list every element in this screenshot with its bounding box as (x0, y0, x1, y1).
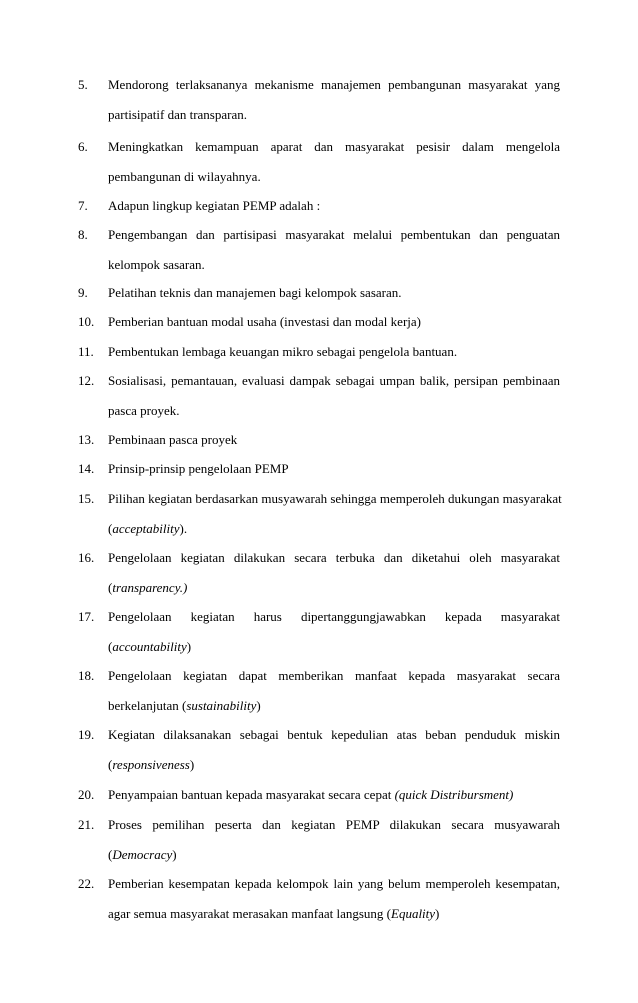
item-number: 15. (78, 491, 95, 506)
italic-term: accountability (112, 639, 187, 654)
list-item-17 (78, 602, 560, 662)
item-text-line: Pengelolaan kegiatan dilakukan secara terbuka dan diketahui oleh masyarakat (108, 550, 560, 565)
italic-term: sustainability (186, 698, 257, 713)
item-text-line: (Democracy) (108, 847, 177, 862)
italic-term: transparency.) (112, 580, 188, 595)
item-number: 22. (78, 876, 95, 891)
italic-term: Democracy (112, 847, 173, 862)
item-text-line: (accountability) (108, 639, 192, 654)
item-number: 12. (78, 373, 95, 388)
list-item-20 (78, 780, 560, 810)
item-text-line: (transparency.) (108, 580, 188, 595)
item-text-line: pembangunan di wilayahnya. (108, 169, 261, 184)
item-text-line: Kegiatan dilaksanakan sebagai bentuk kepedulian atas beban penduduk miskin (108, 727, 560, 742)
item-text-line: partisipatif dan transparan. (108, 107, 247, 122)
item-text-line: berkelanjutan (sustainability) (108, 698, 261, 713)
item-text-line: (responsiveness) (108, 757, 195, 772)
item-number: 16. (78, 550, 95, 565)
item-text-line: Pengembangan dan partisipasi masyarakat melalui pembentukan dan penguatan (108, 227, 560, 242)
item-text-line: Pemberian bantuan modal usaha (investasi dan modal kerja) (108, 314, 421, 329)
item-number: 11. (78, 344, 94, 359)
item-text-line: Penyampaian bantuan kepada masyarakat secara cepat (quick Distribursment) (108, 787, 514, 802)
list-item-14 (78, 454, 560, 484)
item-number: 5. (78, 77, 88, 92)
item-text-line: (acceptability). (108, 521, 188, 536)
list-item-9 (78, 278, 560, 308)
list-item-19 (78, 720, 560, 780)
item-text-line: Pengelolaan kegiatan harus dipertanggungjawabkan kepada masyarakat (108, 609, 560, 624)
item-text-line: Proses pemilihan peserta dan kegiatan PEMP dilakukan secara musyawarah (108, 817, 560, 832)
item-text-line: pasca proyek. (108, 403, 180, 418)
item-number: 17. (78, 609, 95, 624)
item-number: 19. (78, 727, 95, 742)
list-item-21 (78, 810, 560, 870)
list-item-15 (78, 484, 560, 544)
list-item-7 (78, 191, 560, 221)
item-text-line: Prinsip-prinsip pengelolaan PEMP (108, 461, 289, 476)
item-text-line: Pembinaan pasca proyek (108, 432, 238, 447)
item-number: 7. (78, 198, 88, 213)
list-item-11 (78, 337, 560, 367)
item-text-line: Pembentukan lembaga keuangan mikro sebagai pengelola bantuan. (108, 344, 458, 359)
item-number: 14. (78, 461, 95, 476)
item-number: 9. (78, 285, 88, 300)
item-text-line: Mendorong terlaksananya mekanisme manajemen pembangunan masyarakat yang (108, 77, 560, 92)
list-item-10 (78, 307, 560, 337)
item-number: 13. (78, 432, 95, 447)
list-item-22 (78, 869, 560, 929)
item-text-line: Pelatihan teknis dan manajemen bagi kelompok sasaran. (108, 285, 402, 300)
item-text-line: Meningkatkan kemampuan aparat dan masyarakat pesisir dalam mengelola (108, 139, 560, 154)
italic-term: acceptability (112, 521, 180, 536)
item-text-line: Pilihan kegiatan berdasarkan musyawarah sehingga memperoleh dukungan masyarakat (108, 491, 562, 506)
item-number: 6. (78, 139, 88, 154)
item-number: 10. (78, 314, 95, 329)
item-text-line: Pemberian kesempatan kepada kelompok lain yang belum memperoleh kesempatan, (108, 876, 560, 891)
item-text-line: kelompok sasaran. (108, 257, 205, 272)
italic-term: Equality (391, 906, 436, 921)
list-item-5 (78, 70, 560, 130)
item-text-line: Sosialisasi, pemantauan, evaluasi dampak sebagai umpan balik, persipan pembinaan (108, 373, 560, 388)
item-number: 18. (78, 668, 95, 683)
list-item-18 (78, 661, 560, 721)
list-item-13 (78, 425, 560, 455)
item-text-line: agar semua masyarakat merasakan manfaat langsung (Equality) (108, 906, 440, 921)
item-number: 8. (78, 227, 88, 242)
list-item-8 (78, 220, 560, 280)
item-number: 20. (78, 787, 95, 802)
italic-term: (quick Distribursment) (394, 787, 514, 802)
list-item-16 (78, 543, 560, 603)
item-text-line: Adapun lingkup kegiatan PEMP adalah : (108, 198, 321, 213)
item-number: 21. (78, 817, 95, 832)
item-text-line: Pengelolaan kegiatan dapat memberikan manfaat kepada masyarakat secara (108, 668, 560, 683)
italic-term: responsiveness (112, 757, 190, 772)
list-item-6 (78, 132, 560, 192)
list-item-12 (78, 366, 560, 426)
